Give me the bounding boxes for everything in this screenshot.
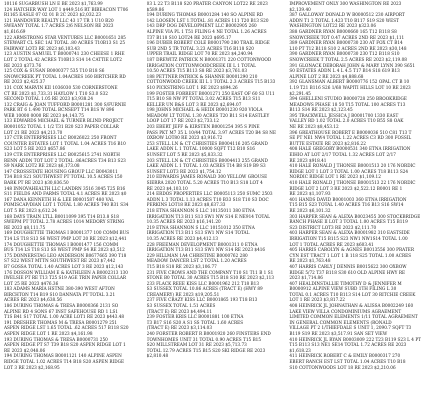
tax-entry-line: 210 EDWARDS JAMES RONALD 300 YELLOW GROUSE [146, 174, 268, 180]
tax-entry-line: T34 B18 S21 SOUTHWEST PT TOTAL 10.5 ACRES 150 [4, 174, 123, 180]
tax-entry-line: SE PT NE1 NW4 TOTAL 1.22 ACRES C3 RD 300 FOSSIL [289, 135, 412, 141]
tax-entry-line: S11 FIELDS AND FARMS TOTAL 4.1 ACRES RE 2023 $0 [4, 191, 127, 197]
tax-entry-line: RE 2023 $6,101.32 [289, 207, 331, 213]
tax-entry-line: 389 GARDNER RYAN B0000730 230 AT FOX CT B14 [289, 40, 403, 46]
tax-entry-line: 169 DOUGHETTIE THOMAS I B0001377 100 COMM BUS [4, 230, 130, 236]
tax-entry-line: 410 HEINRICK JL RYAN B0003009 222 T23 B119 S23 L 4 PT [289, 336, 421, 342]
tax-entry-line: 176 DOSSON WILLIAM E & KATHLEEN A B0002313 130 [4, 269, 128, 275]
tax-entry-line: B7 GOSSA TOTAL 1.40 ACRES LOT 3 RE 2023 $12,143 [4, 263, 124, 269]
tax-entry-line: 390 GARDNER RYAN B0000730 230 T12 B118 S10 [289, 51, 400, 57]
tax-entry-line: 193 DURING THOMAS & TRESA B0000731 250 [4, 336, 108, 342]
tax-entry-line: 395 TRACKWELL JESSICA J B0001700 1330 EAST [289, 112, 399, 118]
tax-entry-line: COTTONWOOD CREEK III L 1 TOTAL 2.3 ACRES T15 B133 [146, 79, 276, 85]
tax-entry-line: RENN ADDN TOT LOT 2 TOTAL .86ACRES T34 B13 S23 [4, 157, 126, 163]
tax-entry-line: LAKE ADDN L 1 TOTAL 1.03 ACRES T14 B8 S19 B9 S3 [146, 163, 266, 169]
tax-entry-line: ALPINE VIA PL 1 T51 FILING 4 NE TOTAL 1.26 ACRES [146, 28, 267, 34]
tax-entry-line: RANCH PHASE II LOT 3 TOTAL 1.00 ACRES T15 B119 [289, 219, 408, 225]
tax-entry-line: 142 LOOSEN LST 1.TOTAL .81 ACRES 111 T20 B13 S20 [146, 17, 269, 23]
tax-entry-line: TOWNHOMES UNIT 31 TOTAL 0.90 ACRES T15 B15 [146, 336, 262, 342]
middle-column [147, 1, 282, 400]
tax-entry-line: LOT 5 RE 2023 $,612.24 [4, 207, 57, 213]
tax-entry-line: 174 DOUGHETTIE THOMAS I B0001477 156 COMM [4, 241, 119, 247]
tax-entry-line: 407 HEALDINSTALLIE TIMOTHY D & JENNIFER M [289, 280, 402, 286]
tax-entry-line: 175 DONNERSTAG LEO ANDERSON B0677665 390 T18 [4, 252, 127, 258]
tax-entry-line: LAKE VIEW VILLA CONDOMINIUMS AGRAEMENT [289, 308, 402, 314]
tax-entry-line: 03 L 22 T3 B118 S20 PRATER CANYON LOT22 RE 2023 [146, 1, 268, 6]
tax-entry-line: 228 FREEMAN DEVELOPMENT B0001311 0 ETNA [146, 241, 258, 247]
right-column [289, 1, 424, 400]
tax-entry-line: IWELSIE PT RE T13 T25 S19 AGE TRIN PAPER COLLAR [4, 275, 127, 281]
tax-entry-line: 411 HEINRICK ROBERT C & EMILY B0000317 270 [289, 353, 401, 359]
tax-entry-line: 137 CTR ENTERPRISES LLC B0026022 250 FRONT [4, 135, 117, 141]
tax-entry-line: ALPINE LOT 2 RE 2023 $4,888.68 [289, 73, 364, 79]
tax-entry-line: PARK RT 6 1.490 TOTAL BCNSEPT T14 B1S W 896 [4, 107, 115, 113]
tax-entry-line: LOT 3 RE 2023 $2,168.95 [4, 364, 60, 370]
tax-entry-line: 125 COX & SUSAN B0000377 535 T10 B18 S6 [4, 68, 105, 74]
tax-entry-line: $1,616.69 [4, 28, 26, 34]
tax-entry-line: 405 HARRIS CAROLYN & AGNES B0013556 300 PRATER [289, 247, 415, 253]
tax-entry-line: T3 B17 S16 S20 A S1 SS TOTAL 1.60 ACRES [146, 319, 244, 325]
tax-entry-line: 121 HANDOVER REALTY LLC 43 17 TR 1 U10 B20 [4, 17, 114, 23]
tax-entry-line: 408 HALE GREGORY B0000531 340 ETNA IRRIGATION [289, 146, 411, 152]
tax-entry-line: RIDGE 5/72 T37 B118 S30 610 OLD ALPINE HWY RE [289, 269, 406, 275]
tax-entry-line: 10116 SUGARBUSH LN E BE 2023 $1,763.99 [4, 1, 103, 6]
tax-entry-line: T15 B18 S18 RE 2023 $3,106.77 [146, 263, 217, 269]
tax-entry-line: 203 EBERT JEFF & KIRSTEN B0001254 395 S PINE [146, 124, 260, 130]
tax-entry-line: 132 CRAIG & JOAN TUFFORD B0001281 300 S/FURNIE [4, 101, 127, 107]
tax-entry-line: SUNSET LOT3 RE 2023 $1,754.12 [146, 168, 222, 174]
tax-entry-line: S0 ESTATES ADDN L 4 L 4.5 T17 B14 S18 619 B13 [289, 68, 400, 74]
left-column [4, 1, 139, 400]
tax-entry-line: STONE B0 TOTAL 30 ACRES T15 B18 S10 RE 2023 $2,113 [146, 275, 275, 281]
tax-entry-line: TOTAL 0.1 ACRES T10 B113 S14 LOT 30 RITCHIE CREEK [289, 291, 416, 297]
tax-entry-line: CREAMERY) RE 2023 $19,205.51 [146, 291, 220, 297]
tax-entry-line: 396 GREATHOUSE ROBERT E B0000036 510 C81 T13 T [289, 129, 412, 135]
tax-entry-line: T37 B118 S10 LOT24 RE 2023 $695.17 [146, 34, 232, 40]
tax-entry-line: 148 INNOVAHEALTH LLC LANDRN 3516 3045 T25 B16 [4, 185, 126, 191]
tax-entry-line: RE 2023 $1,107.93 [289, 191, 331, 197]
tax-entry-line: LIMITED COMMON ELEMENTS 1/11 TOTAL AGRAEMENT [289, 314, 418, 320]
tax-entry-line: PERKINS LOT18 RE 2023 $8,637.33 [146, 202, 226, 208]
tax-entry-line: 183 ADAMS MARIA HSTNE 380-390 WEST AFTON [4, 286, 115, 292]
tax-entry-line: RIDGE LOT 2 LOT 3 RE 2023 $2,522.12 B0001 RE 1 [289, 185, 403, 191]
tax-entry-line: IRRIGATION T15 B115 S23 NW1 NW1S14 TOTAL 1.00 [289, 235, 408, 241]
tax-entry-line: 407 HARRIS CARLY J DENNIS B0015622 300 OXBOW [289, 263, 407, 269]
tax-entry-line: UPPER TRAIL RIDGE LOT 70 RE 2023 $4,240.94 [146, 51, 253, 57]
tax-entry-line: SWEPM PT TOTAL 2.78 ACRES 1014 MEDORY STRING [4, 219, 125, 225]
tax-entry-line: 196 DUBER ROBERT COLE B0001790 280 TRAIL RIDGE [146, 40, 270, 46]
tax-entry-line: MEADOWS PHASE 18 50 T15 TOTAL 100 ACRES T13 [289, 101, 406, 107]
tax-entry-line: 187 DREWITZ PATRICK N B0001371 220 COTTONWOOD [146, 56, 272, 62]
tax-entry-line: 191 DRESHER THOMAS M & TRESA B0001279 251 [4, 319, 118, 325]
tax-entry-line: IRRIGATION T13 B11 S13 SW1 NW S14 TOTAL [146, 230, 250, 236]
tax-entry-line: 188 PETTNER PATRICK & SHANNE B0001290 210 [146, 73, 258, 79]
tax-entry-line: RE 2023 $2,425.37 [4, 79, 46, 85]
tax-entry-line: 388 GARDNER RYAN B0000660 165 T12 B118 S8 [289, 28, 397, 34]
tax-entry-line: IRRIGATION T13 B11 S13 SW1 NW S14 E NE914 TOTAL [146, 213, 270, 219]
tax-entry-line: IMPROVEMENT ONLY 300 WASHINGTON RE 2023 [289, 1, 402, 6]
tax-entry-line: $1,618.23 [289, 347, 311, 353]
tax-entry-line: RE 2023 $918.41 [289, 157, 327, 163]
tax-entry-line: 203 STELL LN & CT CHRISTIES B0004413 255 GRAND [146, 157, 268, 163]
tax-entry-line: B119 S19 RE 2023 $3,517.91 SAN SET VIEW [289, 331, 388, 337]
tax-entry-line: BUS T14 LS T18 S13 SS WEST PMP S4 RE 2023 $3,512 [4, 247, 125, 253]
tax-entry-line: $589.86 [146, 6, 165, 12]
tax-entry-line: 131 COX MARVIN KII 1036030 530 CORNERSTONE [4, 84, 118, 90]
tax-entry-line: SECOND TOTAL 1.05 RE 2023 $3,938.24 [4, 96, 94, 102]
tax-entry-line: LOT 21 RE 2023 $4,213.70 [4, 129, 63, 135]
tax-entry-line: 214 ERDOS PROPERTIES LLC B0005113 250 SUMC 2503 [146, 191, 273, 197]
tax-entry-line: ASPEN RIDGE LOT 1 RE 2023 $4,161.98 [4, 331, 93, 337]
tax-entry-line: RE 2023 $4,103.10 [146, 185, 188, 191]
tax-entry-line: EBERT RANCH EST LST TOTAL 1.04 ACRES T10 B18 [289, 359, 406, 364]
tax-entry-line: NE RE 2023 $8,453.12 [289, 124, 339, 130]
tax-entry-line: $2,810.48 [146, 353, 169, 359]
tax-entry-line: SUNSET LOT 5 RE 2023 $5,833.32 [146, 152, 223, 158]
tax-entry-line: RE 2023 $373.76 [4, 62, 42, 68]
tax-entry-line: 147 CROSSSTATE HOUSING GROUP LLC B0043011 [4, 168, 118, 174]
tax-entry-line: LOT 25 RE 2023 $476.36 [4, 280, 59, 286]
tax-entry-line: LAKE ADDN L 1 TOTAL 10000 SQFT T12 B10 S16 [146, 146, 255, 152]
tax-entry-line: B113 S14 RE 2023 $2,123.45 [289, 107, 353, 113]
tax-entry-line: CT RE 2023 $1,733.31 HAYLOW 1 T10 S3.0 S32 [4, 90, 108, 96]
tax-entry-line: 240 FORSTER ROBERT R B0001920 260 FINSTERS END [146, 331, 271, 337]
tax-entry-line: 1.19 T21 B116 S26 1/68 WAPITI HILLS LOT 10 RE 2023 [289, 84, 411, 90]
tax-entry-line: TOTAL 12.79 ACRES T15 B15 S20 SKI RIDGE RE 2023 [146, 347, 266, 353]
tax-entry-line: 139 CTR ENTERPRISES LLC B0025615 2741 NORTH [4, 152, 120, 158]
tax-entry-line: WEB 10000 0000 RE 2023 $4,143.75 [4, 112, 84, 118]
tax-entry-line: T15 B113 S13 NE1 SE14 TOTAL 1.72 ACRES RE 2023 [289, 342, 407, 348]
tax-entry-line: 303 HARPER SEAN & ALEXA B0023455 300 STOCKBRIDGE [289, 213, 421, 219]
tax-entry-line: 186 DURING THOMAS & TRESA B0000366 2131 SO [4, 303, 119, 309]
tax-entry-line: 410 HALE RONALD J THONSE B0001513 20 176 NORDIC [289, 163, 416, 169]
tax-entry-line: 408 HEINRICK JL JOHNATHAN & ALISSA B0002249 160 [289, 303, 414, 309]
tax-entry-line: T1S B41 S17 TOTAL 1.00 ACRE LOT1 RE 2023 $443.48 [4, 314, 125, 320]
tax-entry-line: RIDGE LOT 1 LOT 3 TOTAL 1.00 ACRES T18 B113 S24 [289, 168, 409, 174]
tax-entry-line: 387 GALLOWAY DONALD W B0000512 230 AIRPORT [289, 12, 405, 18]
tax-entry-line: LOOP LOT 17 RE 2023 $2,733.12 [146, 118, 219, 124]
tax-entry-line: RE 2023 $1,763.48 [289, 258, 331, 264]
tax-entry-line: SNOWCREEK PT TOTAL 1.04ACRES 160 BIRTCHER RD [4, 73, 126, 79]
tax-entry-line: BARK PT RE 2023 $30,836.50 [4, 180, 69, 185]
tax-entry-line: 231 FIVE CROWS AND THE COMPANY T10 S1 T11 B 1 S1 [146, 269, 274, 275]
tax-entry-line: 10.35 ACRES RE 2023 $4,412.13 [146, 235, 219, 241]
tax-entry-line: B0000912 ALPINE VIEW SUBD 1TH FILING L 30 [289, 286, 397, 292]
tax-entry-line: OXBOW LOT80 RE 2023 $3,916.72 [146, 135, 223, 141]
tax-entry-line: S3 SUSSEX TOTAL 10.86 ACRES (TRACT E) (HWY 89 [146, 286, 263, 292]
tax-entry-line: 2023 $1,714.86 [289, 275, 323, 281]
tax-entry-line: RIDGE TOTAL 1.02 ACRES T14 B18 S20 ASPEN RIDGE [4, 359, 125, 364]
tax-entry-line: ASPEN RIDGE LST 1.65 TOTAL .62 ACRES 517 B118 S20 [4, 325, 129, 331]
tax-entry-line: 403 HARPER SEAN & ALEXA B0001982 310 EASTSIDE [289, 230, 410, 236]
tax-entry-line: 392 GLANSMAN ALBERT B0000776 152 OPAL CT B 10 [289, 79, 410, 85]
tax-entry-line: WASHINGTON LOT22 RE 2023 $323.06 [289, 23, 377, 29]
tax-entry-line: R1165 EASLE 07 02 01 B 2C 2023 $2,032.23 [4, 12, 101, 18]
tax-entry-line: 219 ETNA SHANNON S LLC 10151012 350 ETNA [146, 224, 255, 230]
tax-entry-line: IN GENERAL COMMON ELEMENTS (RONALD [289, 319, 392, 325]
tax-entry-line: 394 GHELLENI STUDIO B0000728 250 BROOKRIDGE [289, 96, 407, 102]
tax-entry-line: IRRIGATION T13 B11 S13 SW1 NW S14 RE 2023 $416 [146, 247, 266, 253]
tax-entry-line: ASPEN RIDGE PT S7 T39 B18 S20 ASPEN RIDGE LOT 1 [4, 342, 126, 348]
tax-entry-line: S20 MILLSTREAM LOT 31 RE 2023 $5,713.73 [146, 342, 247, 348]
tax-entry-line: 391 GLONACK DEBORAH JOHN & MARY LYNN 390 S651 [289, 62, 416, 68]
tax-entry-line: 168 DAYS TRAIN LTLL B0011099 395 T14 B13.8 S18 [4, 213, 119, 219]
tax-entry-line: RE 2023 $2,048.06 [4, 347, 46, 353]
tax-entry-line: SUB 2ND 5 TR TOTAL 3.23 ACRES T16 B118 S20 [146, 45, 254, 51]
tax-entry-line: LOT 1 TOTAL ACRES RE 2023 $603.41 [289, 241, 374, 247]
tax-entry-line: MEADOW LT TOTAL 1.30 ACRES T20 B11 S14 EASTLEY [146, 112, 270, 118]
tax-entry-line: S9 NARK LOT2 RE 2023 $6,173.08 [4, 163, 80, 169]
tax-entry-line: T15 B15 S23 TOTAL 1.40 ACRES T16 B13 S16 SW14 [289, 202, 404, 208]
tax-entry-line: 218 ETNA SHANNON S LLC 10135011 380 ETNA [146, 207, 255, 213]
tax-entry-line: 401 HANDS DAVID B0001003 360 ETNA IRRIGATION [289, 196, 407, 202]
tax-entry-line: 133 EDWARDS MICHAEL & TURNER BLIND PROJECT [4, 118, 124, 124]
tax-entry-line: (TRACT E) RE 2023 $3,114.03 [146, 325, 213, 331]
tax-entry-line: 410 HALE RONALD J THONSE B0001513 22 176 NORDIC [289, 180, 416, 185]
tax-entry-line: SIERRA 2020 TOTAL 5.20 ACRES T10 B13 S18 LOT 4 [146, 180, 263, 185]
tax-entry-line: ALPINE RD 4 SONS 67 INST SAFEHOUSE RD 1 LS1 [4, 308, 119, 314]
tax-entry-line: S23 LOT 5 RE 2023 $657.86 [4, 146, 66, 152]
tax-entry-line: 167 DANA KENNETH H & LEE B0001587 480 VAL [4, 196, 115, 202]
tax-entry-line: 253 STELL LN & CT CHRISTIES B0004116 205 GRAND [146, 140, 268, 146]
tax-entry-line: 199 FOSTER FORREST B0001271 250 EAST OF 60 S3 U11 [146, 90, 275, 96]
tax-entry-line: $2,139.40 [289, 6, 311, 12]
tax-entry-line: S10 COTTONWOODS LOT 18 RE 2023 $2,210.06 [289, 364, 396, 370]
tax-entry-line: CYN EST TRACT 1 LOT 1 B 118 S25 TOTAL 1.00 ACRES [289, 252, 412, 258]
tax-entry-line: MEADOW DANCER LST 2 TOTAL 1.20 ACRES [146, 258, 247, 264]
tax-entry-line: 143 DRP DOG DEVELOPMENT LLC B0002905 260 [146, 23, 257, 29]
tax-entry-line: S10 PICKSTRING LOT 1 RE 2023 $894.26 [146, 84, 238, 90]
tax-entry-line: RE 2023 $8,111.75 [4, 224, 46, 230]
tax-entry-line: 239 FOSTER KRIS LLC B0001881 100 ETNA [146, 314, 244, 320]
tax-entry-line: S7 S22 WEST MTTN SOUTHWEST RE 2023 $7,442 [4, 258, 116, 264]
tax-entry-line: T14 LS T18 S13 S6 WEST PMP LOT 20 RE 2023 $12,441 [4, 235, 127, 241]
tax-entry-line: ADDN L 3 TOTAL 1.13 ACRES T10 B33 S18 T10 S3 DOC [146, 196, 269, 202]
tax-entry-line: PASS PKT M7 35 L 10/44 TOTAL 3.97 ACRES T20 B4 S8 NE [146, 129, 277, 135]
tax-entry-line: B0001052 TOTAL 1 1/2 T31 B20 S23 PAPER COLLAR [4, 124, 119, 130]
tax-entry-line: T15 B10 S8 NW PT TOTAL 3.02 ACRES T15 B13 S11 [146, 96, 261, 102]
tax-entry-line: $2,291.45 [289, 90, 311, 96]
tax-entry-line: VILLAGE PT 2 1/THIEFDALE S UNIT 1, 2090.7 SQFT T3 [289, 325, 412, 331]
tax-entry-line: LOT 1 RE 2023 $3,817.22 [289, 297, 345, 303]
tax-entry-line: LOT 2 TOTAL 42 ACRES T10B13 S14 14 CATTIE LOT2 [4, 56, 122, 62]
tax-entry-line: SNOWCREEK T TOTAL 2.5 ACRES RE 2023 $2,119.08 [289, 56, 407, 62]
tax-entry-line: POMISCAP/DIAN LOT 1 TOTAL 1.80 ACRES T40 B31 S34 [4, 202, 129, 208]
tax-entry-line: NORDIC RIDGE LOT 1 RE 2023 $1,109.12 [289, 174, 381, 180]
tax-entry-line: ADDN T1 2 TOTAL 1.423 T10 B117 S19 S20 WEST [289, 17, 399, 23]
tax-entry-line: BUTTE ESTATE RE 2023 $2,816.22 [289, 140, 366, 146]
tax-entry-line: 194 DURING THOMAS B0001121 140 ALPINE ASPEN [4, 353, 122, 359]
tax-entry-line: SWEANY TOTAL 1.7 ACRES 2/6 NELSON RE 2023 [4, 23, 114, 29]
tax-entry-line: STEWART CL SEC 1AI TOTAL .80 ACRES T10B13 S1 25 [4, 40, 126, 46]
tax-entry-line: 122 ARMSTRONG STAR VENTURES LLC B0001651 285 [4, 34, 126, 40]
tax-entry-line: 10.50 ACRES T15 B113 S8 RE 2023 $3,761.03 [146, 68, 248, 74]
tax-entry-line: EIHIO AT LOT 2/17 TOTAL 1.32 ACRES LOT 2/17 [289, 152, 396, 158]
tax-entry-line: 237 FIVE CRAZY KISS LLC B0001865 193 T18 B13 [146, 297, 258, 303]
tax-entry-line: 124 HATCHER WAY LOT 1 $449,516 RT BIBEACON T706 [4, 6, 129, 12]
tax-entry-line: COUNTER ESTATES LOT 1 TOTAL 1.04 ACRES T16 B10 [4, 140, 126, 146]
tax-entry-line: VALLEY RD 1.02 TOTAL 2.0 ACRES T10 B55 S8 OAK [289, 118, 404, 124]
tax-entry-line: S23 DISTRICT LOT3 RE 2023 $2,111.70 [289, 224, 377, 230]
tax-entry-line: S3 SUSSEX TOTAL 1.51 ACRES [146, 303, 216, 309]
tax-entry-line: 233 FLACK REEE KISS LLC B0001962 212 T18 B13 [146, 280, 260, 286]
tax-entry-line: BIRCHTON T14 B19 S10 DANNATA PT TOTAL 3.21 [4, 291, 116, 297]
tax-entry-line: FAIRWAY LOT3 RE 2023 $6,103.43 [4, 45, 80, 51]
tax-entry-line: SNOWCREEK TOT 0.47 ACRES 2ND RE 2023 $1,111 [289, 34, 405, 40]
tax-entry-line: (TRACT E) RE 2023 $4,494.11 [146, 308, 213, 314]
tax-entry-line: IRRIGATION COTTONWOODCREEK III L 1 TOTAL [146, 62, 256, 68]
tax-entry-line: ACRES RE 2023 $4,638.56 [4, 297, 62, 303]
tax-entry-line: 123 AUSTIN SAMUEL T B0000741 230 CHEESE 1 RHE [4, 51, 125, 57]
tax-entry-line: 198 JOHNS MICHAEL & HEIDI B0001230 920 VIOLA [146, 107, 263, 113]
tax-entry-line: 229 HILLMAN 1A4 CHRISTINE B0000762 280 [146, 252, 248, 258]
tax-entry-line: L10 PT T12 B118 S10 2 ACRES 2ND RE 2023 $30,148 [289, 45, 407, 51]
tax-entry-line: 10.35 ACRES RE 2023 $16,141.20 [146, 219, 221, 225]
tax-entry-line: KELLER UN B&S LOT 3 RE 2023 $2,694.07 [146, 101, 242, 107]
tax-entry-line: 194 DURING THOMAS B0001284 140 SO ALPINE RD [146, 12, 264, 18]
